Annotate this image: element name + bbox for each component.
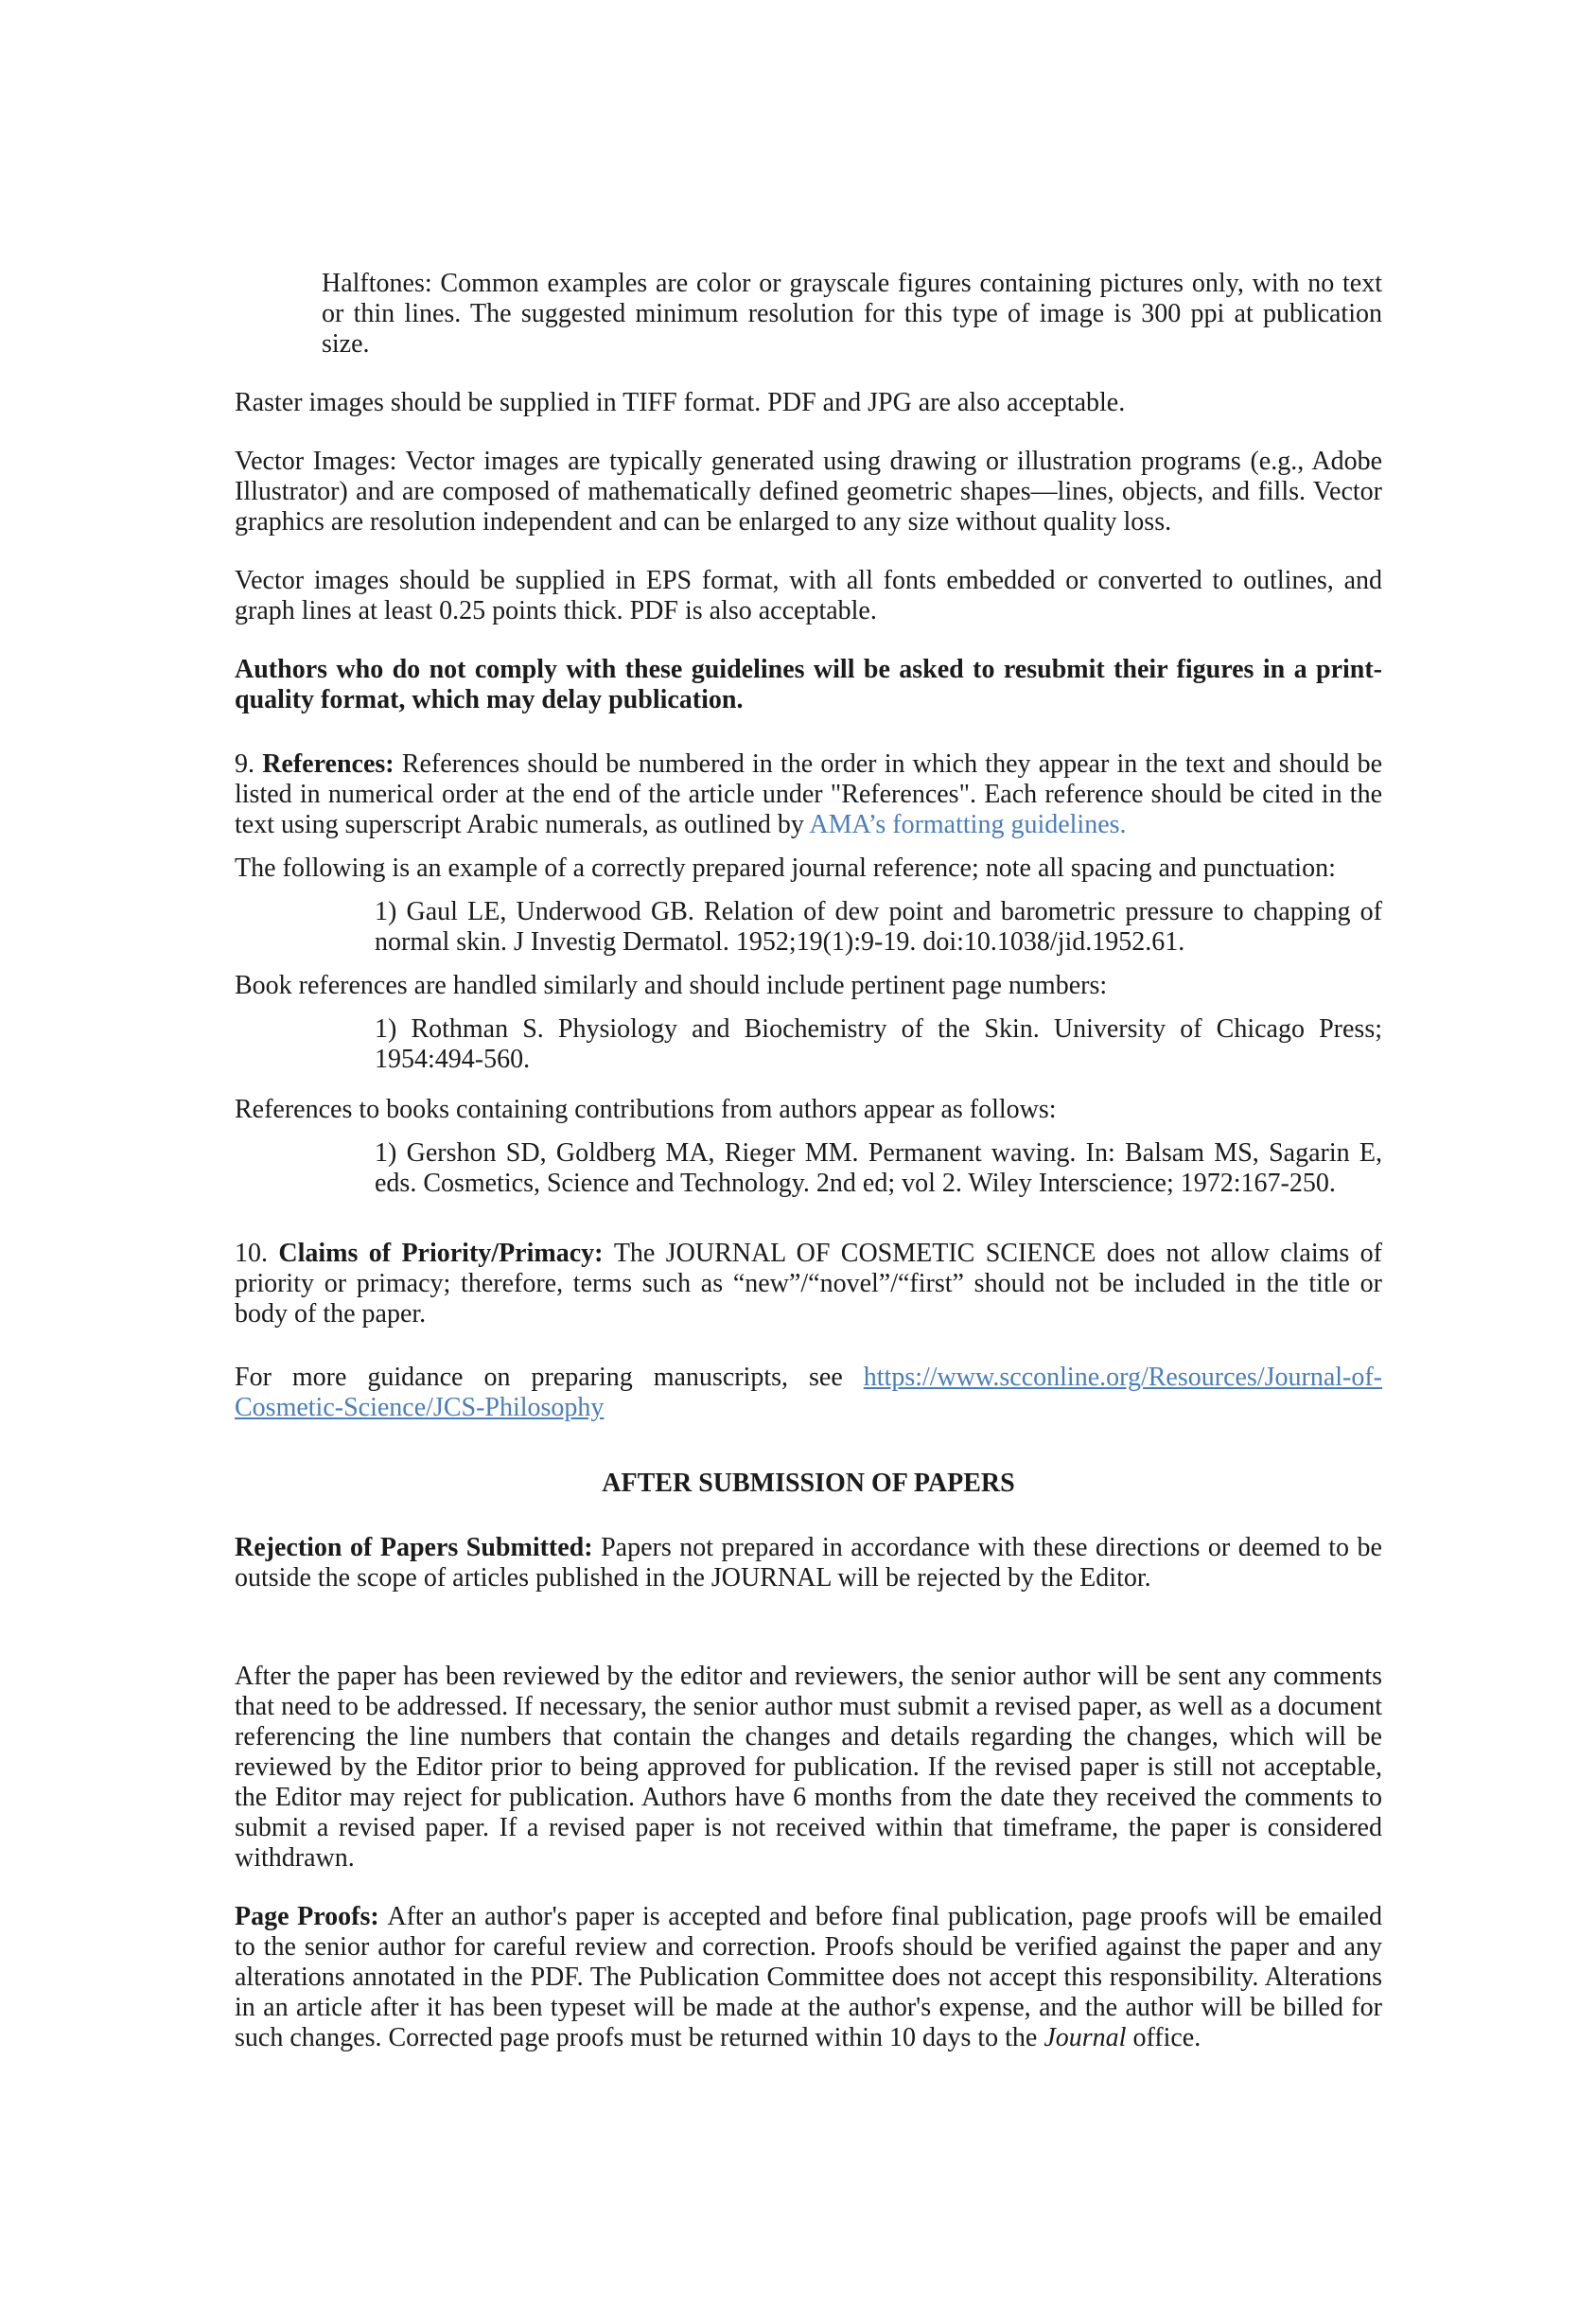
paragraph-raster-images: Raster images should be supplied in TIFF format. PDF and JPG are also acceptable. — [235, 388, 1126, 417]
reference-example-rothman: 1) Rothman S. Physiology and Biochemistry of the Skin. University of Chicago Press; 1954:494-560. — [375, 1014, 1382, 1074]
page-proofs-body-start: After an author's paper is accepted and before final publication, page proofs will be emailed to the senior author for careful review and correction. Proofs should be verified against the paper and any alterations annotated in the PDF. The Publication Committee does not accept this responsibility. Alterations in an article after it has been typeset will be made at the author's expense, and the author will be billed for such changes. Corrected page proofs must be returned within 10 days to the — [235, 1902, 1382, 2052]
paragraph-book-contributions-intro: References to books containing contributions from authors appear as follows: — [235, 1095, 1057, 1124]
page-proofs-body-end: office. — [1126, 2023, 1201, 2052]
journal-italic-word: Journal — [1044, 2023, 1127, 2052]
reference-example-gaul: 1) Gaul LE, Underwood GB. Relation of dew point and barometric pressure to chapping of normal skin. J Investig Dermatol. 1952;19(1):9-19. doi:10.1038/jid.1952.61. — [375, 897, 1382, 957]
paragraph-halftones: Halftones: Common examples are color or grayscale figures containing pictures only, with no text or thin lines. The suggested minimum resolution for this type of image is 300 ppi at publication size. — [322, 269, 1382, 359]
reference-example-gershon: 1) Gershon SD, Goldberg MA, Rieger MM. Permanent waving. In: Balsam MS, Sagarin E, eds. Cosmetics, Science and Technology. 2nd ed; vol 2. Wiley Interscience; 1972:167-250. — [375, 1138, 1382, 1198]
paragraph-authors-comply-warning: Authors who do not comply with these guidelines will be asked to resubmit their figures in a print-quality format, which may delay publication. — [235, 655, 1382, 714]
rejection-body: Papers not prepared in accordance with these directions or deemed to be outside the scope of articles published in the JOURNAL will be rejected by the Editor. — [235, 1533, 1382, 1593]
paragraph-references-section — [235, 749, 1382, 840]
paragraph-journal-reference-intro: The following is an example of a correctly prepared journal reference; note all spacing and punctuation: — [235, 854, 1336, 883]
rejection-label: Rejection of Papers Submitted: — [235, 1533, 602, 1562]
paragraph-more-guidance — [235, 1363, 1382, 1423]
claims-section-body: The JOURNAL OF COSMETIC SCIENCE does not allow claims of priority or primacy; therefore, terms such as “new”/“novel”/“first” should not be included in the title or body of the paper. — [235, 1239, 1382, 1329]
section-heading-after-submission: AFTER SUBMISSION OF PAPERS — [602, 1469, 1015, 1498]
claims-section-label: Claims of Priority/Primacy: — [278, 1239, 614, 1268]
scconline-jcs-philosophy-link[interactable]: https://www.scconline.org/Resources/Journal-of-Cosmetic-Science/JCS-Philosophy — [235, 1363, 1382, 1422]
page-proofs-label: Page Proofs: — [235, 1902, 388, 1931]
paragraph-review-process: After the paper has been reviewed by the editor and reviewers, the senior author will be sent any comments that need to be addressed. If necessary, the senior author must submit a revised paper, as well as a document referencing the line numbers that contain the changes and details regarding the changes, which will be reviewed by the Editor prior to being approved for publication. If the revised paper is still not acceptable, the Editor may reject for publication. Authors have 6 months from the date they received the comments to submit a revised paper. If a revised paper is not received within that timeframe, the paper is considered withdrawn. — [235, 1662, 1382, 1873]
paragraph-rejection-of-papers — [235, 1533, 1382, 1593]
references-section-number: 9. — [235, 749, 263, 779]
ama-formatting-guidelines-link[interactable]: AMA’s formatting guidelines. — [809, 810, 1127, 839]
references-section-body: References should be numbered in the order in which they appear in the text and should be listed in numerical order at the end of the article under "References". Each reference should be cited in the text using superscript Arabic numerals, as outlined by — [235, 749, 1383, 839]
claims-section-number: 10. — [235, 1239, 279, 1268]
paragraph-book-references-intro: Book references are handled similarly and should include pertinent page numbers: — [235, 971, 1108, 1000]
references-section-label: References: — [262, 749, 402, 779]
paragraph-vector-images: Vector Images: Vector images are typically generated using drawing or illustration programs (e.g., Adobe Illustrator) and are composed of mathematically defined geometric shapes—lines, objects, and fills. Vector graphics are resolution independent and can be enlarged to any size without quality loss. — [235, 447, 1382, 537]
paragraph-page-proofs — [235, 1902, 1382, 2053]
paragraph-claims-of-priority — [235, 1239, 1382, 1329]
more-guidance-text: For more guidance on preparing manuscripts, see — [235, 1363, 864, 1392]
paragraph-vector-eps: Vector images should be supplied in EPS format, with all fonts embedded or converted to outlines, and graph lines at least 0.25 points thick. PDF is also acceptable. — [235, 566, 1382, 625]
